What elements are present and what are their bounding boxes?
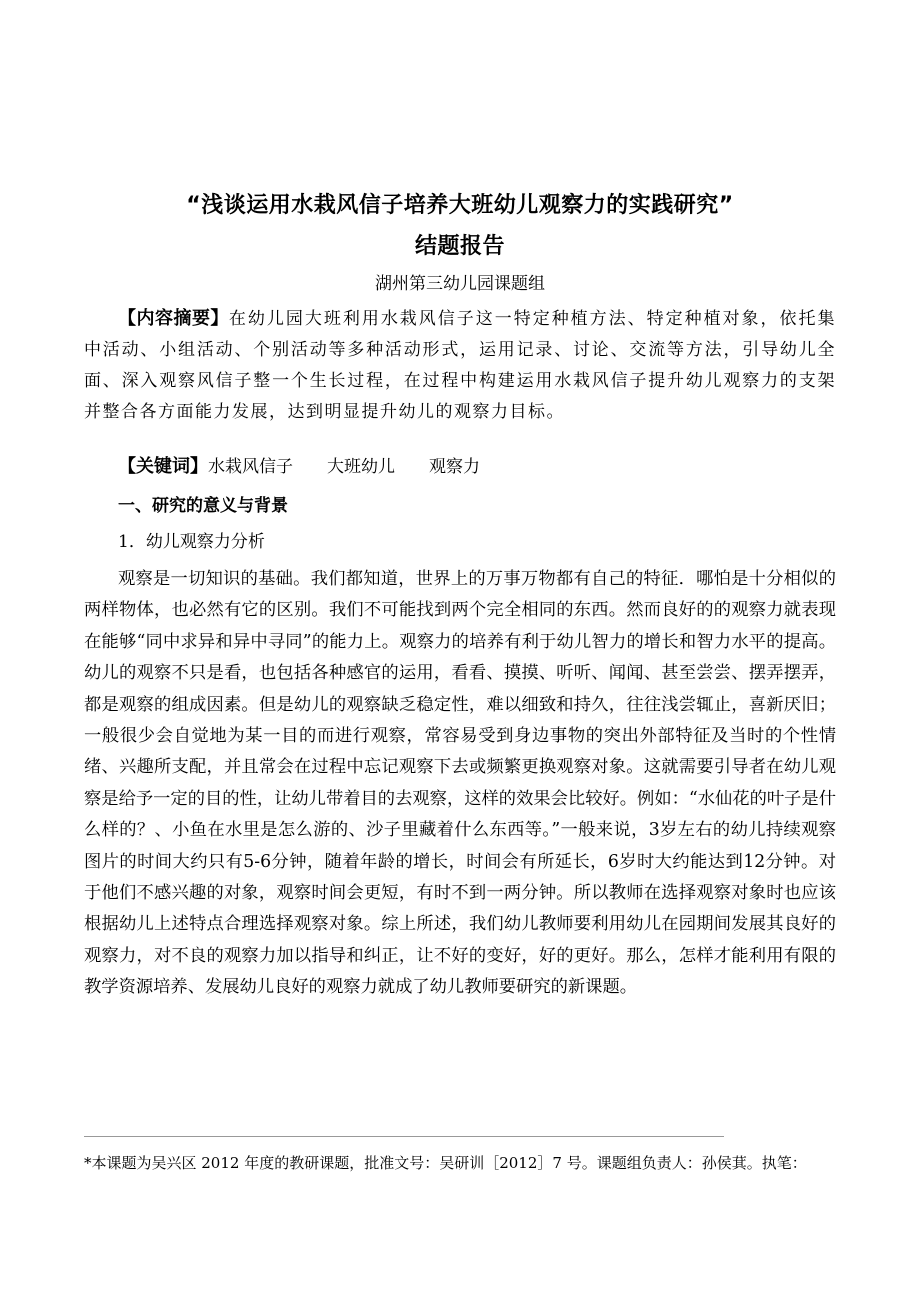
keywords-line: [118, 451, 480, 483]
body-paragraph: 观察是一切知识的基础。我们都知道，世界上的万事万物都有自己的特征．哪怕是十分相似的两样物体，也必然有它的区别。我们不可能找到两个完全相同的东西。然而良好的的观察力就表现在能够“同中求异和异中寻同”的能力上。观察力的培养有利于幼儿智力的增长和智力水平的提高。幼儿的观察不只是看，也包括各种感官的运用，看看、摸摸、听听、闻闻、甚至尝尝、摆弄摆弄，都是观察的组成因素。但是幼儿的观察缺乏稳定性，难以细致和持久，往往浅尝辄止，喜新厌旧；一般很少会自觉地为某一目的而进行观察，常容易受到身边事物的突出外部特征及当时的个性情绪、兴趣所支配，并且常会在过程中忘记观察下去或频繁更换观察对象。这就需要引导者在幼儿观察是给予一定的目的性，让幼儿带着目的去观察，这样的效果会比较好。例如：“水仙花的叶子是什么样的？、小鱼在水里是怎么游的、沙子里藏着什么东西等。”一般来说，3岁左右的幼儿持续观察图片的时间大约只有5-6分钟，随着年龄的增长，时间会有所延长，6岁时大约能达到12分钟。对于他们不感兴趣的对象，观察时间会更短，有时不到一两分钟。所以教师在选择观察对象时也应该根据幼儿上述特点合理选择观察对象。综上所述，我们幼儿教师要利用幼儿在园期间发展其良好的观察力，对不良的观察力加以指导和纠正，让不好的变好，好的更好。那么，怎样才能利用有限的教学资源培养、发展幼儿良好的观察力就成了幼儿教师要研究的新课题。: [84, 569, 836, 998]
abstract-text: 在幼儿园大班利用水栽风信子这一特定种植方法、特定种植对象，依托集中活动、小组活动、个别活动等多种活动形式，运用记录、讨论、交流等方法，引导幼儿全面、深入观察风信子整一个生长过程，在过程中构建运用水栽风信子提升幼儿观察力的支架并整合各方面能力发展，达到明显提升幼儿的观察力目标。: [84, 309, 837, 422]
footnote: *本课题为吴兴区 2012 年度的教研课题，批准文号：吴研训［2012］7 号。课题组负责人：孙侯萁。执笔：: [84, 1154, 807, 1172]
section-heading: 一、研究的意义与背景: [118, 496, 288, 516]
keyword-item: 水栽风信子: [208, 457, 293, 477]
keyword-item: 观察力: [429, 457, 480, 477]
keyword-item: 大班幼儿: [327, 457, 395, 477]
report-subtitle: 结题报告: [414, 234, 505, 259]
abstract-paragraph: [84, 303, 836, 428]
keywords-label: 【关键词】: [118, 456, 208, 477]
organization-line: 湖州第三幼儿园课题组: [375, 274, 545, 294]
report-title: “浅谈运用水栽风信子培养大班幼儿观察力的实践研究”: [186, 193, 734, 218]
footnote-divider: [84, 1136, 724, 1137]
abstract-label: 【内容摘要】: [118, 308, 229, 329]
subsection-heading: 1．幼儿观察力分析: [118, 532, 265, 552]
